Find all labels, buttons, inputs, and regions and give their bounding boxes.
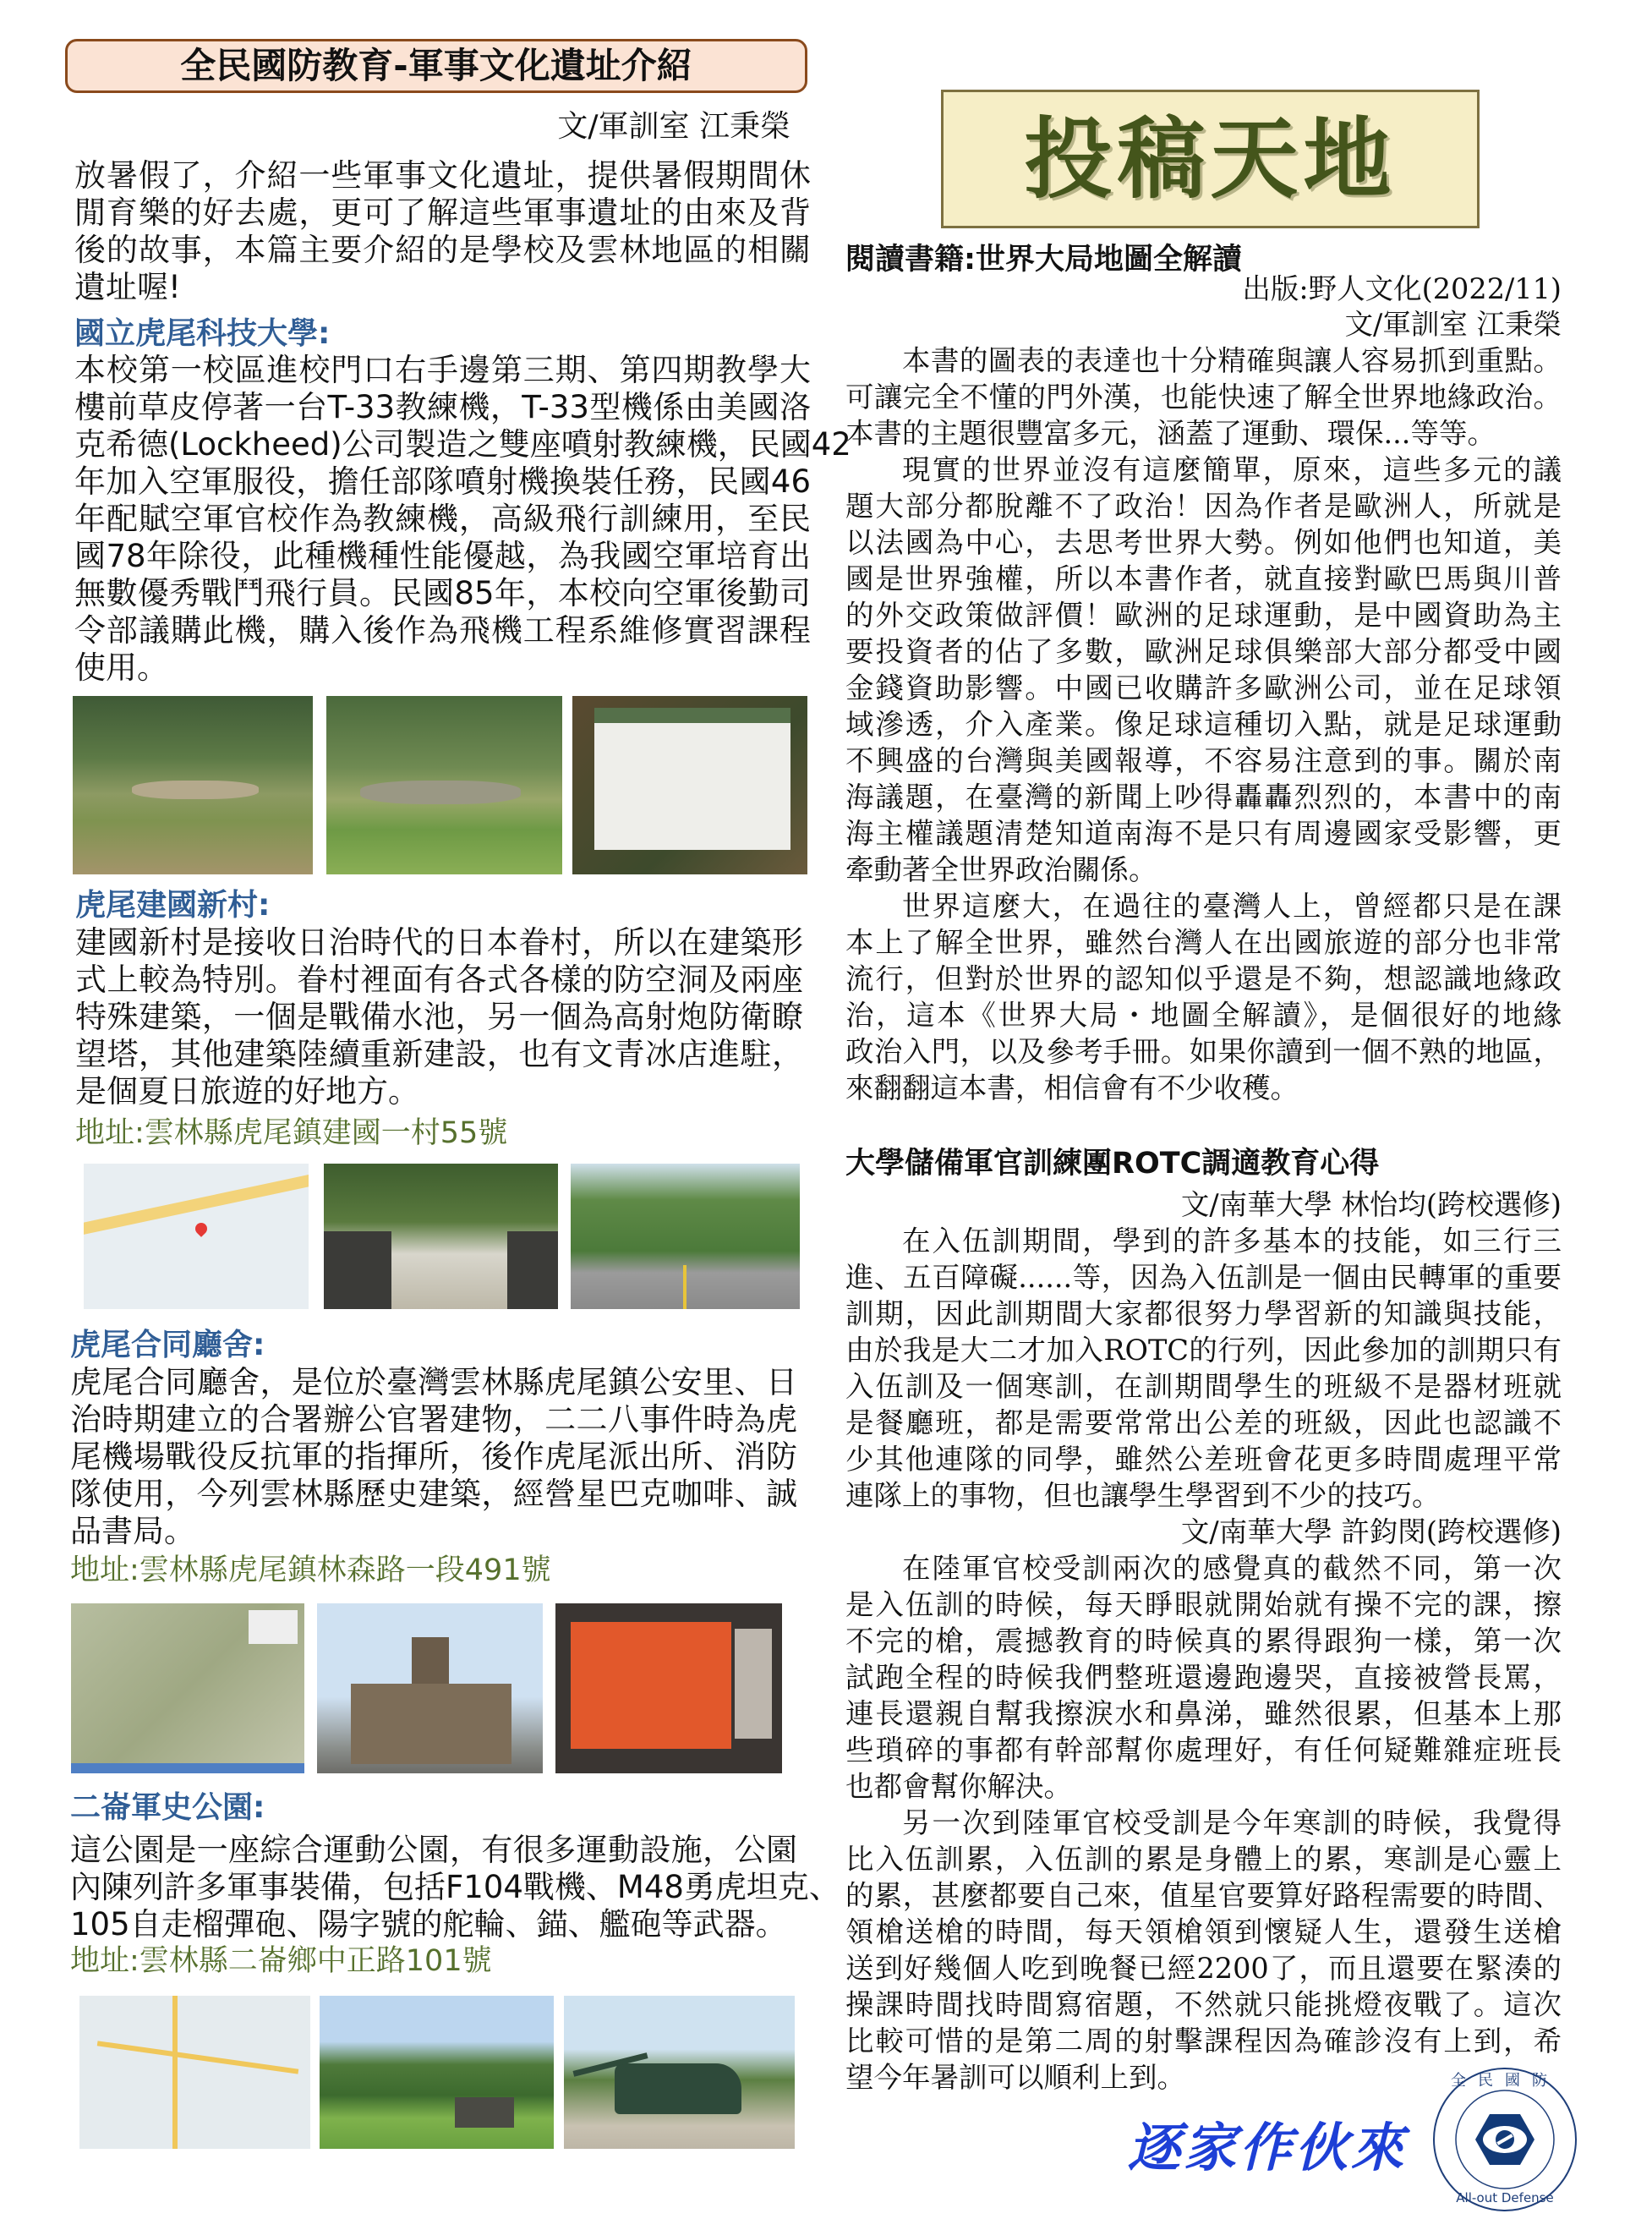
text-line: 以法國為中心，去思考世界大勢。例如他們也知道，美 bbox=[845, 526, 1562, 559]
text-line: 試跑全程的時候我們整班還邊跑邊哭，直接被營長罵， bbox=[845, 1661, 1562, 1694]
text-line: 品書局。 bbox=[70, 1513, 195, 1549]
section-paragraph-formosa-university bbox=[74, 352, 851, 687]
text-line: 入伍訓及一個寒訓，在訓期間學生的班級不是器材班就 bbox=[845, 1370, 1562, 1403]
address-joint-office: 地址:雲林縣虎尾鎮林森路一段491號 bbox=[70, 1553, 551, 1587]
text-line: 閒育樂的好去處，更可了解這些軍事遺址的由來及背 bbox=[74, 195, 811, 231]
text-line: 也都會幫你解決。 bbox=[845, 1770, 1072, 1803]
svg-text:全民國防: 全民國防 bbox=[1451, 2072, 1559, 2090]
photo-erlun-park bbox=[320, 1996, 554, 2149]
photo-erlun-map bbox=[79, 1996, 310, 2149]
text-line: 內陳列許多軍事裝備，包括F104戰機、M48勇虎坦克、 bbox=[70, 1869, 840, 1905]
photo-m48-tank bbox=[564, 1996, 795, 2149]
text-line: 在陸軍官校受訓兩次的感覺真的截然不同，第一次 bbox=[902, 1552, 1562, 1585]
photo-jianguo-house bbox=[324, 1164, 558, 1309]
text-line: 本書的圖表的表達也十分精確與讓人容易抓到重點。 bbox=[902, 344, 1562, 377]
text-line: 本書的主題很豐富多元，涵蓋了運動、環保...等等。 bbox=[845, 417, 1496, 450]
text-line: 的外交政策做評價！歐洲的足球運動，是中國資助為主 bbox=[845, 599, 1562, 632]
text-line: 由於我是大二才加入ROTC的行列，因此參加的訓期只有 bbox=[845, 1334, 1562, 1367]
photo-jianguo-map bbox=[84, 1164, 309, 1309]
address-erlun-park: 地址:雲林縣二崙鄉中正路101號 bbox=[70, 1944, 492, 1978]
text-line: 本上了解全世界，雖然台灣人在出國旅遊的部分也非常 bbox=[845, 926, 1562, 959]
section-paragraph-joint-office bbox=[70, 1364, 797, 1550]
photo-t33-trainer-side bbox=[73, 696, 313, 874]
text-line: 不興盛的台灣與美國報導，不容易注意到的事。關於南 bbox=[845, 744, 1562, 777]
text-line: 金錢資助影響。中國已收購許多歐洲公司，並在足球領 bbox=[845, 671, 1562, 704]
book-paragraph bbox=[845, 342, 1562, 452]
text-line: 連長還親自幫我擦淚水和鼻涕，雖然很累，但基本上那 bbox=[845, 1697, 1562, 1730]
rotc-article bbox=[845, 1186, 1562, 2096]
text-line: 令部議購此機，購入後作為飛機工程系維修實習課程 bbox=[74, 612, 811, 649]
text-line: 是個夏日旅遊的好地方。 bbox=[75, 1073, 419, 1110]
text-line: 在入伍訓期間，學到的許多基本的技能，如三行三 bbox=[902, 1225, 1562, 1257]
text-line: 進、五百障礙......等，因為入伍訓是一個由民轉軍的重要 bbox=[845, 1261, 1562, 1294]
text-line: 遺址喔! bbox=[74, 269, 181, 305]
photo-joint-office-building bbox=[317, 1603, 543, 1773]
text-line: 送到好幾個人吃到晚餐已經2200了，而且還要在緊湊的 bbox=[845, 1952, 1562, 1985]
text-line: 比較可惜的是第二周的射擊課程因為確診沒有上到，希 bbox=[845, 2024, 1562, 2057]
text-line: 來翻翻這本書，相信會有不少收穫。 bbox=[845, 1071, 1299, 1104]
intro-paragraph bbox=[74, 157, 811, 306]
section-heading-formosa-university: 國立虎尾科技大學: bbox=[74, 316, 331, 351]
text-line: 是餐廳班，都是需要常常出公差的班級，因此也認識不 bbox=[845, 1406, 1562, 1439]
text-line: 流行，但對於世界的認知似乎還是不夠，想認識地緣政 bbox=[845, 962, 1562, 995]
section-heading-jianguo-village: 虎尾建國新村: bbox=[75, 888, 271, 923]
text-line: 領槍送槍的時間，每天領槍領到懷疑人生，還發生送槍 bbox=[845, 1915, 1562, 1948]
text-line: 建國新村是接收日治時代的日本眷村，所以在建築形 bbox=[75, 924, 803, 961]
text-line: 使用。 bbox=[74, 649, 168, 686]
rotc-article-title: 大學儲備軍官訓練團ROTC調適教育心得 bbox=[845, 1147, 1380, 1181]
text-line: 政治入門，以及參考手冊。如果你讀到一個不熟的地區， bbox=[845, 1035, 1562, 1068]
text-line: 105自走榴彈砲、陽字號的舵輪、錨、艦砲等武器。 bbox=[70, 1906, 787, 1942]
text-line: 些瑣碎的事都有幹部幫你處理好，有任何疑難雜症班長 bbox=[845, 1734, 1562, 1767]
photo-huwei-map bbox=[71, 1603, 304, 1773]
slogan-calligraphy: 逐家作伙來 bbox=[1128, 2117, 1408, 2178]
svg-text:All-out Defense: All-out Defense bbox=[1456, 2190, 1554, 2205]
text-line: 這公園是一座綜合運動公園，有很多運動設施，公園 bbox=[70, 1832, 797, 1868]
text-line: 放暑假了，介紹一些軍事文化遺址，提供暑假期間休 bbox=[74, 157, 811, 194]
text-line: 望今年暑訓可以順利上到。 bbox=[845, 2061, 1185, 2094]
text-line: 年配賦空軍官校作為教練機，高級飛行訓練用，至民 bbox=[74, 501, 811, 537]
photo-jianguo-road bbox=[571, 1164, 800, 1309]
section-heading-joint-office: 虎尾合同廳舍: bbox=[70, 1328, 265, 1362]
text-line: 式上較為特別。眷村裡面有各式各樣的防空洞及兩座 bbox=[75, 962, 803, 998]
text-line: 尾機場戰役反抗軍的指揮所，後作虎尾派出所、消防 bbox=[70, 1438, 797, 1475]
text-line: 是入伍訓的時候，每天睜眼就開始就有操不完的課，擦 bbox=[845, 1588, 1562, 1621]
text-line: 克希德(Lockheed)公司製造之雙座噴射教練機，民國42 bbox=[74, 426, 851, 463]
text-line: 牽動著全世界政治關係。 bbox=[845, 853, 1157, 886]
text-line: 海主權議題清楚知道南海不是只有周邊國家受影響，更 bbox=[845, 817, 1562, 850]
text-line: 治，這本《世界大局・地圖全解讀》，是個很好的地緣 bbox=[845, 999, 1562, 1032]
text-line: 操課時間找時間寫宿題，不然就只能挑燈夜戰了。這次 bbox=[845, 1988, 1562, 2021]
section-paragraph-jianguo-village bbox=[75, 924, 803, 1110]
text-line: 連隊上的事物，但也讓學生學習到不少的技巧。 bbox=[845, 1479, 1441, 1512]
address-jianguo-village: 地址:雲林縣虎尾鎮建國一村55號 bbox=[75, 1116, 508, 1150]
text-line: 本校第一校區進校門口右手邊第三期、第四期教學大 bbox=[74, 352, 811, 388]
text-line: 國78年除役，此種機種性能優越，為我國空軍培育出 bbox=[74, 538, 811, 574]
text-line: 望塔，其他建築陸續重新建設，也有文青冰店進駐， bbox=[75, 1036, 803, 1072]
text-line: 另一次到陸軍官校受訓是今年寒訓的時候，我覺得 bbox=[902, 1806, 1562, 1839]
section-heading-erlun-park: 二崙軍史公園: bbox=[70, 1790, 265, 1825]
text-line: 域滲透，介入產業。像足球這種切入點，就是足球運動 bbox=[845, 708, 1562, 741]
text-line: 年加入空軍服役，擔任部隊噴射機換裝任務，民國46 bbox=[74, 463, 811, 500]
book-review-byline: 文/軍訓室 江秉榮 bbox=[1344, 308, 1562, 341]
text-line: 少其他連隊的同學，雖然公差班會花更多時間處理平常 bbox=[845, 1443, 1562, 1476]
text-line: 海議題，在臺灣的新聞上吵得轟轟烈烈的，本書中的南 bbox=[845, 781, 1562, 814]
text-line: 比入伍訓累，入伍訓的累是身體上的累，寒訓是心靈上 bbox=[845, 1843, 1562, 1876]
submission-corner-banner: 投稿天地 bbox=[941, 90, 1480, 228]
text-line: 訓期，因此訓期間大家都很努力學習新的知識與技能， bbox=[845, 1297, 1562, 1330]
text-line: 的累，甚麼都要自己來，值星官要算好路程需要的時間、 bbox=[845, 1879, 1562, 1912]
text-line: 特殊建築，一個是戰備水池，另一個為高射炮防衛瞭 bbox=[75, 999, 803, 1035]
rotc-paragraph bbox=[845, 1550, 1562, 1805]
text-line: 虎尾合同廳舍，是位於臺灣雲林縣虎尾鎮公安里、日 bbox=[70, 1364, 797, 1400]
text-line: 樓前草皮停著一台T-33教練機，T-33型機係由美國洛 bbox=[74, 389, 811, 425]
author-byline: 文/軍訓室 江秉榮 bbox=[557, 109, 790, 144]
rotc-byline-2: 文/南華大學 許鈞閔(跨校選修) bbox=[1180, 1515, 1562, 1548]
text-line: 不完的槍，震撼教育的時候真的累得跟狗一樣，第一次 bbox=[845, 1625, 1562, 1657]
text-line: 可讓完全不懂的門外漢，也能快速了解全世界地緣政治。 bbox=[845, 381, 1562, 414]
book-review-article bbox=[845, 241, 1562, 1106]
book-paragraph bbox=[845, 888, 1562, 1106]
text-line: 現實的世界並沒有這麼簡單，原來，這些多元的議 bbox=[902, 453, 1562, 486]
photo-t33-info-sign bbox=[572, 696, 807, 874]
text-line: 世界這麼大，在過往的臺灣人上，曾經都只是在課 bbox=[902, 890, 1562, 923]
rotc-paragraph bbox=[845, 1805, 1562, 2096]
text-line: 題大部分都脫離不了政治！因為作者是歐洲人，所就是 bbox=[845, 490, 1562, 523]
text-line: 隊使用，今列雲林縣歷史建築，經營星巴克咖啡、誠 bbox=[70, 1476, 797, 1512]
text-line: 要投資者的佔了多數，歐洲足球俱樂部大部分都受中國 bbox=[845, 635, 1562, 668]
text-line: 後的故事，本篇主要介紹的是學校及雲林地區的相關 bbox=[74, 232, 811, 268]
all-out-defense-seal-icon bbox=[1429, 2063, 1581, 2216]
book-publisher: 出版:野人文化(2022/11) bbox=[1242, 272, 1562, 305]
section-paragraph-erlun-park bbox=[70, 1832, 840, 1943]
text-line: 治時期建立的合署辦公官署建物，二二八事件時為虎 bbox=[70, 1401, 797, 1438]
book-review-title: 閱讀書籍:世界大局地圖全解讀 bbox=[845, 243, 1242, 277]
article-title: 全民國防教育-軍事文化遺址介紹 bbox=[65, 39, 807, 93]
rotc-paragraph bbox=[845, 1223, 1562, 1514]
book-paragraph bbox=[845, 452, 1562, 888]
photo-t33-trainer-front bbox=[326, 696, 562, 874]
photo-joint-office-sign bbox=[555, 1603, 782, 1773]
rotc-byline-1: 文/南華大學 林怡均(跨校選修) bbox=[1180, 1188, 1562, 1221]
text-line: 國是世界強權，所以本書作者，就直接對歐巴馬與川普 bbox=[845, 562, 1562, 595]
text-line: 無數優秀戰鬥飛行員。民國85年，本校向空軍後勤司 bbox=[74, 575, 811, 611]
